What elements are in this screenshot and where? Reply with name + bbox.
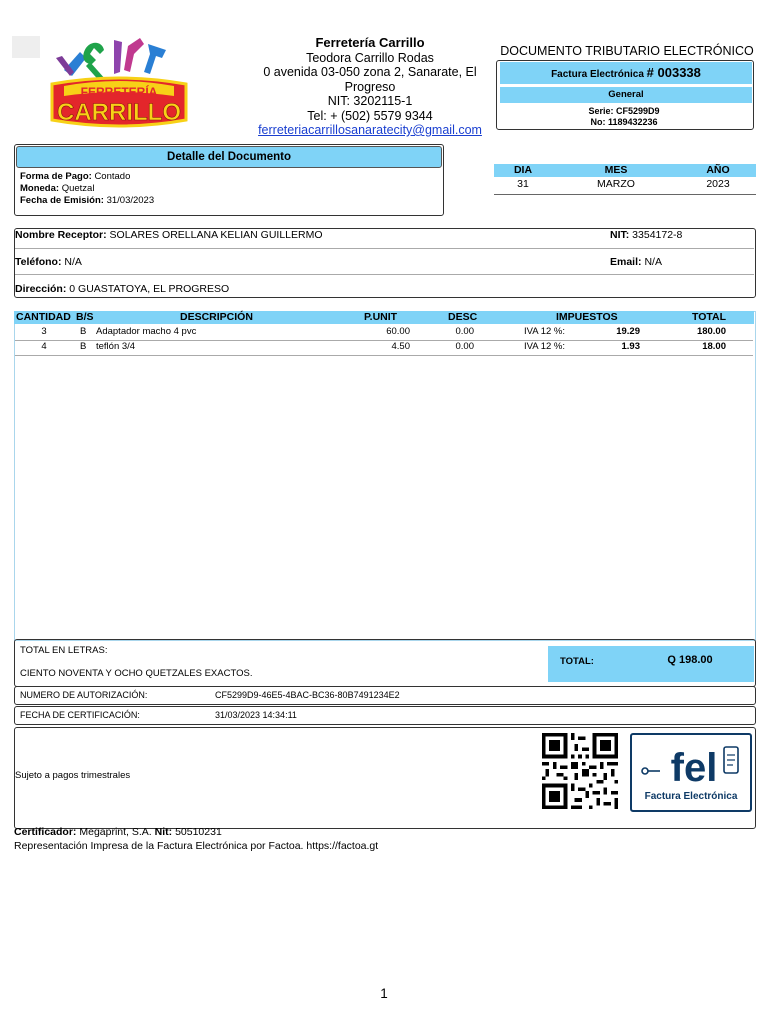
row-discount: 0.00 [455, 326, 474, 337]
row-tax-name: IVA 12 %: [524, 326, 566, 337]
receiver-divider [15, 248, 754, 249]
date-year: 2023 [706, 178, 730, 190]
date-day: 31 [517, 178, 529, 190]
certifier-block [14, 826, 378, 853]
fel-factura-electronica-logo [630, 733, 752, 812]
document-detail-lines [20, 171, 154, 207]
row-description: Adaptador macho 4 pvc [96, 326, 197, 337]
currency-label: Moneda: [20, 183, 60, 194]
certification-label: FECHA DE CERTIFICACIÓN: [20, 710, 140, 720]
col-description: DESCRIPCIÓN [180, 311, 253, 323]
dte-title: DOCUMENTO TRIBUTARIO ELECTRÓNICO [500, 44, 754, 58]
receiver-phone-label: Teléfono: [15, 256, 62, 268]
col-bs: B/S [76, 311, 94, 323]
receiver-address-value: 0 GUASTATOYA, EL PROGRESO [69, 283, 230, 295]
company-nit: NIT: 3202115-1 [327, 94, 413, 108]
receiver-nit-label: NIT: [610, 229, 630, 241]
certifier-nit-label: Nit: [154, 826, 173, 838]
company-address-line-1: 0 avenida 03-050 zona 2, Sanarate, El [263, 65, 477, 79]
row-description: teflón 3/4 [96, 341, 136, 352]
receiver-phone-field [15, 256, 82, 268]
certification-row [14, 706, 756, 725]
logo-text-carrillo: CARRILLO [57, 99, 181, 126]
representation-text: Representación Impresa de la Factura Electrónica por Factoa. https://factoa.gt [14, 839, 379, 852]
logo-text-ferreteria: FERRETERÍA [80, 85, 158, 99]
invoice-number: # 003338 [646, 65, 701, 80]
company-name: Ferretería Carrillo [315, 35, 425, 50]
qr-code-icon [540, 733, 620, 809]
invoice-type: General [500, 87, 752, 103]
receiver-name-field [15, 229, 323, 241]
authorization-row [14, 686, 756, 705]
invoice-serie: Serie: CF5299D9 [588, 106, 660, 116]
row-total: 18.00 [702, 341, 726, 352]
row-tax-value: 19.29 [616, 326, 640, 337]
receiver-address-label: Dirección: [15, 283, 67, 295]
company-owner: Teodora Carrillo Rodas [306, 50, 434, 65]
total-value: Q 198.00 [667, 654, 713, 666]
receiver-email-field [610, 256, 662, 268]
row-unit-price: 4.50 [391, 341, 410, 352]
payment-label: Forma de Pago: [20, 171, 92, 182]
invoice-serie-block [496, 106, 752, 128]
emission-value: 31/03/2023 [106, 195, 155, 206]
company-email-link[interactable]: ferreteriacarrillosanaratecity@gmail.com [258, 123, 482, 137]
receiver-address-field [15, 283, 229, 295]
footer-note: Sujeto a pagos trimestrales [15, 770, 131, 781]
receiver-divider [15, 274, 754, 275]
col-taxes: IMPUESTOS [556, 311, 618, 323]
total-letters-label: TOTAL EN LETRAS: [20, 645, 108, 656]
fel-icon [632, 735, 750, 810]
certifier-nit-value: 50510231 [175, 826, 222, 838]
row-divider [15, 355, 753, 356]
date-table-divider [494, 194, 756, 195]
date-header-day: DIA [513, 164, 533, 176]
row-qty: 4 [41, 341, 47, 352]
col-discount: DESC [448, 311, 478, 323]
items-table-header [14, 311, 754, 324]
company-phone: Tel: + (502) 5579 9344 [307, 108, 433, 123]
receiver-email-label: Email: [610, 256, 642, 268]
row-total: 180.00 [696, 326, 726, 337]
company-address-line-2: Progreso [344, 79, 396, 94]
row-tax-value: 1.93 [621, 341, 640, 352]
row-discount: 0.00 [455, 341, 474, 352]
col-qty: CANTIDAD [16, 311, 71, 323]
row-bs: B [80, 341, 87, 352]
date-table-header [494, 164, 756, 177]
emission-label: Fecha de Emisión: [20, 195, 104, 206]
row-bs: B [80, 326, 87, 337]
row-tax-name: IVA 12 %: [524, 341, 566, 352]
items-table [14, 311, 756, 641]
receiver-nit-field [610, 229, 682, 241]
date-month: MARZO [597, 178, 635, 190]
invoice-label: Factura Electrónica [551, 69, 644, 80]
page-number: 1 [380, 986, 388, 1001]
authorization-label: NUMERO DE AUTORIZACIÓN: [20, 690, 148, 700]
row-qty: 3 [41, 326, 47, 337]
ferreteria-carrillo-logo [44, 32, 194, 132]
invoice-number-banner [500, 62, 752, 84]
date-header-year: AÑO [706, 164, 730, 176]
receiver-name-label: Nombre Receptor: [15, 229, 107, 241]
table-row [14, 341, 754, 353]
logo-placeholder-square [12, 36, 40, 58]
payment-value: Contado [94, 171, 131, 182]
row-unit-price: 60.00 [386, 326, 410, 337]
receiver-phone-value: N/A [64, 256, 82, 268]
currency-value: Quetzal [61, 183, 95, 194]
receiver-nit-value: 3354172-8 [632, 229, 683, 241]
total-label: TOTAL: [560, 656, 594, 667]
certifier-value: Megaprint, S.A. [79, 826, 152, 838]
date-header-month: MES [604, 164, 628, 176]
fel-logo-text: fel [670, 746, 718, 790]
authorization-value: CF5299D9-46E5-4BAC-BC36-80B7491234E2 [215, 690, 400, 700]
col-total: TOTAL [692, 311, 727, 323]
certification-value: 31/03/2023 14:34:11 [215, 710, 297, 720]
table-row [14, 326, 754, 338]
total-letters-value: CIENTO NOVENTA Y OCHO QUETZALES EXACTOS. [20, 668, 253, 679]
receiver-email-value: N/A [644, 256, 662, 268]
company-info [252, 36, 488, 138]
fel-caption: Factura Electrónica [644, 791, 738, 802]
document-detail-title: Detalle del Documento [16, 146, 442, 168]
certifier-label: Certificador: [14, 826, 77, 838]
invoice-no: No: 1189432236 [590, 117, 658, 127]
col-unit-price: P.UNIT [364, 311, 398, 323]
receiver-name-value: SOLARES ORELLANA KELIAN GUILLERMO [109, 229, 323, 241]
